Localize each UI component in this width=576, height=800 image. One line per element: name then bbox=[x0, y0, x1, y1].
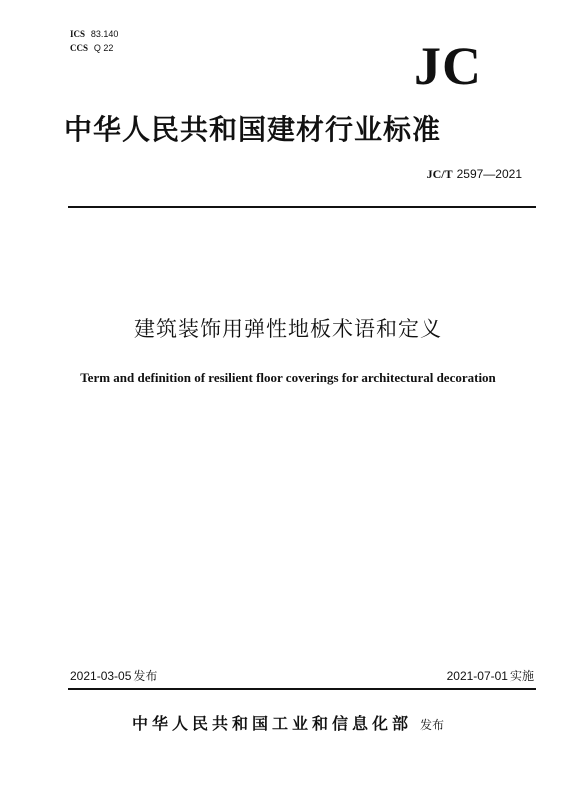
ics-value: 83.140 bbox=[90, 29, 119, 39]
chinese-title: 建筑装饰用弹性地板术语和定义 bbox=[134, 317, 442, 341]
release-date-block bbox=[70, 668, 157, 684]
bottom-divider bbox=[68, 688, 536, 690]
issuer-line bbox=[0, 712, 576, 737]
classification-codes bbox=[70, 28, 118, 56]
top-divider bbox=[68, 206, 536, 208]
ccs-code-line bbox=[70, 42, 118, 56]
english-title: Term and definition of resilient floor coverings for architectural decoration bbox=[80, 370, 496, 385]
standard-category-title: 中华人民共和国建材行业标准 bbox=[64, 113, 442, 146]
ccs-label: CCS bbox=[70, 43, 89, 53]
release-label: 发布 bbox=[133, 669, 158, 683]
ics-label: ICS bbox=[70, 29, 86, 39]
ics-code-line bbox=[70, 28, 118, 42]
implement-label: 实施 bbox=[509, 669, 534, 683]
implement-date: 2021-07-01 bbox=[446, 669, 508, 683]
implement-date-block bbox=[447, 668, 534, 684]
ccs-value: Q 22 bbox=[93, 43, 114, 53]
release-date: 2021-03-05 bbox=[70, 669, 132, 683]
jc-logo: JC bbox=[414, 36, 482, 96]
issue-label: 发布 bbox=[420, 718, 445, 732]
standard-number-code: 2597—2021 bbox=[456, 167, 522, 181]
standard-number-prefix: JC/T bbox=[426, 167, 453, 181]
standard-number bbox=[427, 166, 522, 182]
issuing-authority: 中华人民共和国工业和信息化部 bbox=[131, 714, 412, 733]
